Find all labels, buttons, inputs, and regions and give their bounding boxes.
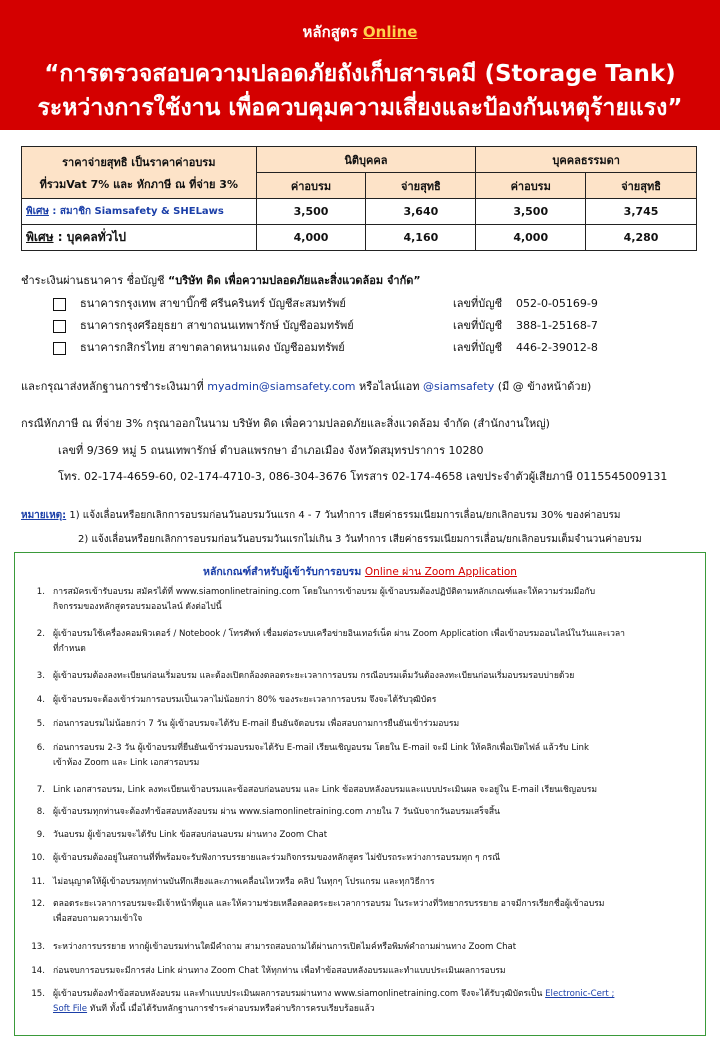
bank-name: ธนาคารกสิกรไทย สาขาตลาดหนามแดง บัญชีออมทรัพย์: [80, 341, 345, 354]
course-prefix: หลักสูตร: [302, 23, 358, 41]
table-cell: 3,745: [586, 199, 697, 225]
group-company-header: นิติบุคคล: [256, 147, 476, 173]
proof-prefix: และกรุณาส่งหลักฐานการชำระเงินมาที่: [21, 380, 204, 393]
item-text: ผู้เข้าอบรมจะต้องเข้าร่วมการอบรมเป็นเวลาไม่น้อยกว่า 80% ของระยะเวลาการอบรม จึงจะได้รับวุฒิบัตร: [53, 695, 437, 705]
note-1: [21, 508, 711, 524]
account-number: 052-0-05169-9: [516, 297, 598, 310]
proof-email-link[interactable]: myadmin@siamsafety.com: [207, 380, 356, 393]
item-text: ตลอดระยะเวลาการอบรมจะมีเจ้าหน้าที่ดูแล และให้ความช่วยเหลือตลอดระยะเวลาการอบรม ในระหว่างที่วิทยากรบรรยาย อาจมีการเรียกชื่อผู้เข้าอบรม: [53, 899, 605, 909]
table-cell: 4,280: [586, 225, 697, 251]
rules-title-text: หลักเกณฑ์สำหรับผู้เข้ารับการอบรม: [203, 566, 362, 578]
course-label: [0, 20, 720, 44]
price-note-line2: ที่รวมVat 7% และ หักภาษี ณ ที่จ่าย 3%: [39, 177, 238, 191]
account-name: “บริษัท ดิด เพื่อความปลอดภัยและสิ่งแวดล้อม จำกัด”: [168, 274, 421, 287]
price-table: [21, 146, 697, 251]
withholding-line3: โทร. 02-174-4659-60, 02-174-4710-3, 086-304-3676 โทรสาร 02-174-4658 เลขประจำตัวผู้เสียภาษี 0115545009131: [58, 470, 668, 483]
col-net-person: จ่ายสุทธิ: [586, 173, 697, 199]
bank-name: ธนาคารกรุงศรีอยุธยา สาขาถนนเทพารักษ์ บัญชีออมทรัพย์: [80, 319, 354, 332]
table-cell: 3,640: [366, 199, 476, 225]
bank-name: ธนาคารกรุงเทพ สาขาบิ๊กซี ศรีนครินทร์ บัญชีสะสมทรัพย์: [80, 297, 346, 310]
item-number: 6.: [36, 743, 45, 753]
item-text: ก่อนการอบรมไม่น้อยกว่า 7 วัน ผู้เข้าอบรมจะได้รับ E-mail ยืนยันจัดอบรม เพื่อสอบถามการยืนยันเข้าร่วมอบรม: [53, 719, 460, 729]
note-label: หมายเหตุ:: [21, 510, 67, 521]
payment-intro-text: ชำระเงินผ่านธนาคาร ชื่อบัญชี: [21, 274, 165, 287]
note-1-text: 1) แจ้งเลื่อนหรือยกเลิกการอบรมก่อนวันอบรมวันแรก 4 - 7 วันทำการ เสียค่าธรรมเนียมการเลื่อน/ยกเลิกอบรม 30% ของค่าอบรม: [69, 510, 621, 521]
account-label: เลขที่บัญชี: [453, 297, 503, 310]
rules-box: [14, 552, 706, 1036]
special-tag: พิเศษ: [26, 230, 54, 244]
col-fee-company: ค่าอบรม: [256, 173, 366, 199]
item-text-cont: เข้าห้อง Zoom และ Link เอกสารอบรม: [53, 758, 200, 768]
item-text: ระหว่างการบรรยาย หากผู้เข้าอบรมท่านใดมีคำถาม สามารถสอบถามได้ผ่านการเปิดไมค์หรือพิมพ์คำถามผ่านทาง Zoom Chat: [53, 942, 517, 952]
withholding-line2: เลขที่ 9/369 หมู่ 5 ถนนเทพารักษ์ ตำบลแพรกษา อำเภอเมือง จังหวัดสมุทรปราการ 10280: [58, 444, 484, 457]
item-text: ก่อนการอบรม 2-3 วัน ผู้เข้าอบรมที่ยืนยันเข้าร่วมอบรมจะได้รับ E-mail เรียนเชิญอบรม โดยใน E-mail จะมี Link ให้คลิกเพื่อเปิดไฟล์ แล้วรับ Link: [53, 743, 589, 753]
item-number: 1.: [36, 587, 45, 597]
account-label: เลขที่บัญชี: [453, 341, 503, 354]
proof-suffix: (มี @ ข้างหน้าด้วย): [497, 380, 592, 393]
item-text-cont: กิจกรรมของหลักสูตรอบรมออนไลน์ ดังต่อไปนี้: [53, 602, 222, 612]
e-cert-link[interactable]: Electronic-Cert ;: [545, 989, 615, 999]
item-number: 3.: [36, 671, 45, 681]
note-2: 2) แจ้งเลื่อนหรือยกเลิกการอบรมก่อนวันอบรมวันแรกไม่เกิน 3 วันทำการ เสียค่าธรรมเนียมการเลื่อน/ยกเลิกอบรมเต็มจำนวนค่าอบรม: [78, 534, 642, 545]
table-row: [22, 225, 697, 251]
item-number: 7.: [36, 785, 45, 795]
withholding-line1: กรณีหักภาษี ณ ที่จ่าย 3% กรุณาออกในนาม บริษัท ดิด เพื่อความปลอดภัยและสิ่งแวดล้อม จำกัด (สำนักงานใหญ่): [21, 417, 550, 430]
col-fee-person: ค่าอบรม: [476, 173, 586, 199]
soft-file-link[interactable]: Soft File: [53, 1004, 88, 1014]
payment-proof: [21, 378, 711, 396]
account-label: เลขที่บัญชี: [453, 319, 503, 332]
table-cell: 3,500: [256, 199, 366, 225]
row-label: [22, 199, 257, 225]
item-text: ผู้เข้าอบรมทุกท่านจะต้องทำข้อสอบหลังอบรม ผ่าน www.siamonlinetraining.com ภายใน 7 วันนับจากวันอบรมเสร็จสิ้น: [53, 807, 501, 817]
item-text-cont: เพื่อสอบถามความเข้าใจ: [53, 914, 143, 924]
table-cell: 4,160: [366, 225, 476, 251]
checkbox-icon: [53, 320, 66, 333]
price-note-cell: [22, 147, 257, 199]
rules-title: [15, 563, 705, 580]
course-title-line1: “การตรวจสอบความปลอดภัยถังเก็บสารเคมี (Storage Tank): [44, 61, 676, 87]
row-label-text: : บุคคลทั่วไป: [53, 230, 127, 244]
proof-mid: หรือไลน์แอท: [359, 380, 420, 393]
item-number: 5.: [36, 719, 45, 729]
course-title-line2: ระหว่างการใช้งาน เพื่อควบคุมความเสี่ยงและป้องกันเหตุร้ายแรง”: [37, 95, 683, 121]
item-number: 2.: [36, 629, 45, 639]
item-number: 4.: [36, 695, 45, 705]
item-text: ผู้เข้าอบรมต้องทำข้อสอบหลังอบรม และทำแบบประเมินผลการอบรมผ่านทาง www.siamonlinetraining.com จึงจะได้รับวุฒิบัตรเป็น: [53, 989, 543, 999]
item-number: 15.: [31, 989, 45, 999]
payment-section: [21, 270, 711, 292]
account-number: 388-1-25168-7: [516, 319, 598, 332]
item-number: 12.: [31, 899, 45, 909]
group-person-header: บุคคลธรรมดา: [476, 147, 697, 173]
row-label: [22, 225, 257, 251]
payment-intro: [21, 270, 711, 292]
rules-title-online: Online ผ่าน Zoom Application: [364, 566, 517, 578]
table-cell: 4,000: [476, 225, 586, 251]
item-text: วันอบรม ผู้เข้าอบรมจะได้รับ Link ข้อสอบก่อนอบรม ผ่านทาง Zoom Chat: [53, 830, 328, 840]
item-text-cont: ทันที ทั้งนี้ เมื่อได้รับหลักฐานการชำระค่าอบรมหรือค่าบริการครบเรียบร้อยแล้ว: [87, 1004, 375, 1014]
item-number: 8.: [36, 807, 45, 817]
course-online-link[interactable]: Online: [362, 23, 418, 41]
item-text-cont: ที่กำหนด: [53, 644, 86, 654]
item-text: ไม่อนุญาตให้ผู้เข้าอบรมทุกท่านบันทึกเสียงและภาพเคลื่อนไหวหรือ คลิป ในทุกๆ โปรแกรม และทุกวิธีการ: [53, 877, 435, 887]
table-row: [22, 199, 697, 225]
item-number: 13.: [31, 942, 45, 952]
item-number: 10.: [31, 853, 45, 863]
course-header: [0, 0, 720, 130]
item-number: 11.: [31, 877, 45, 887]
special-tag: พิเศษ: [26, 206, 49, 217]
item-text: ผู้เข้าอบรมใช้เครื่องคอมพิวเตอร์ / Notebook / โทรศัพท์ เชื่อมต่อระบบเครือข่ายอินเทอร์เน็ต ผ่าน Zoom Application เพื่อเข้าอบรมออนไลน์ในวันและเวลา: [53, 629, 625, 639]
account-number: 446-2-39012-8: [516, 341, 598, 354]
row-label-text: : สมาชิก Siamsafety & SHELaws: [48, 206, 224, 217]
table-cell: 4,000: [256, 225, 366, 251]
proof-line-link[interactable]: @siamsafety: [423, 380, 495, 393]
checkbox-icon: [53, 298, 66, 311]
item-number: 14.: [31, 966, 45, 976]
table-cell: 3,500: [476, 199, 586, 225]
item-text: การสมัครเข้ารับอบรม สมัครได้ที่ www.siamonlinetraining.com โดยในการเข้าอบรม ผู้เข้าอบรมต้องปฏิบัติตามหลักเกณฑ์และให้ความร่วมมือกับ: [53, 587, 596, 597]
item-text: ผู้เข้าอบรมต้องลงทะเบียนก่อนเริ่มอบรม และต้องเปิดกล้องตลอดระยะเวลาการอบรม กรณีอบรมเต็มวันต้องลงทะเบียนก่อนเริ่มอบรมรอบบ่ายด้วย: [53, 671, 575, 681]
item-number: 9.: [36, 830, 45, 840]
price-note-line1: ราคาจ่ายสุทธิ เป็นราคาค่าอบรม: [62, 155, 216, 169]
checkbox-icon: [53, 342, 66, 355]
item-text: ผู้เข้าอบรมต้องอยู่ในสถานที่ที่พร้อมจะรับฟังการบรรยายและร่วมกิจกรรมของหลักสูตร ไม่ขับรถระหว่างการอบรมทุก ๆ กรณี: [53, 853, 501, 863]
col-net-company: จ่ายสุทธิ: [366, 173, 476, 199]
item-text: Link เอกสารอบรม, Link ลงทะเบียนเข้าอบรมและข้อสอบก่อนอบรม และ Link ข้อสอบหลังอบรมและแบบประเมินผล จะอยู่ใน E-mail เรียนเชิญอบรม: [53, 785, 598, 795]
item-text: ก่อนจบการอบรมจะมีการส่ง Link ผ่านทาง Zoom Chat ให้ทุกท่าน เพื่อทำข้อสอบหลังอบรมและทำแบบประเมินผลการอบรม: [53, 966, 506, 976]
